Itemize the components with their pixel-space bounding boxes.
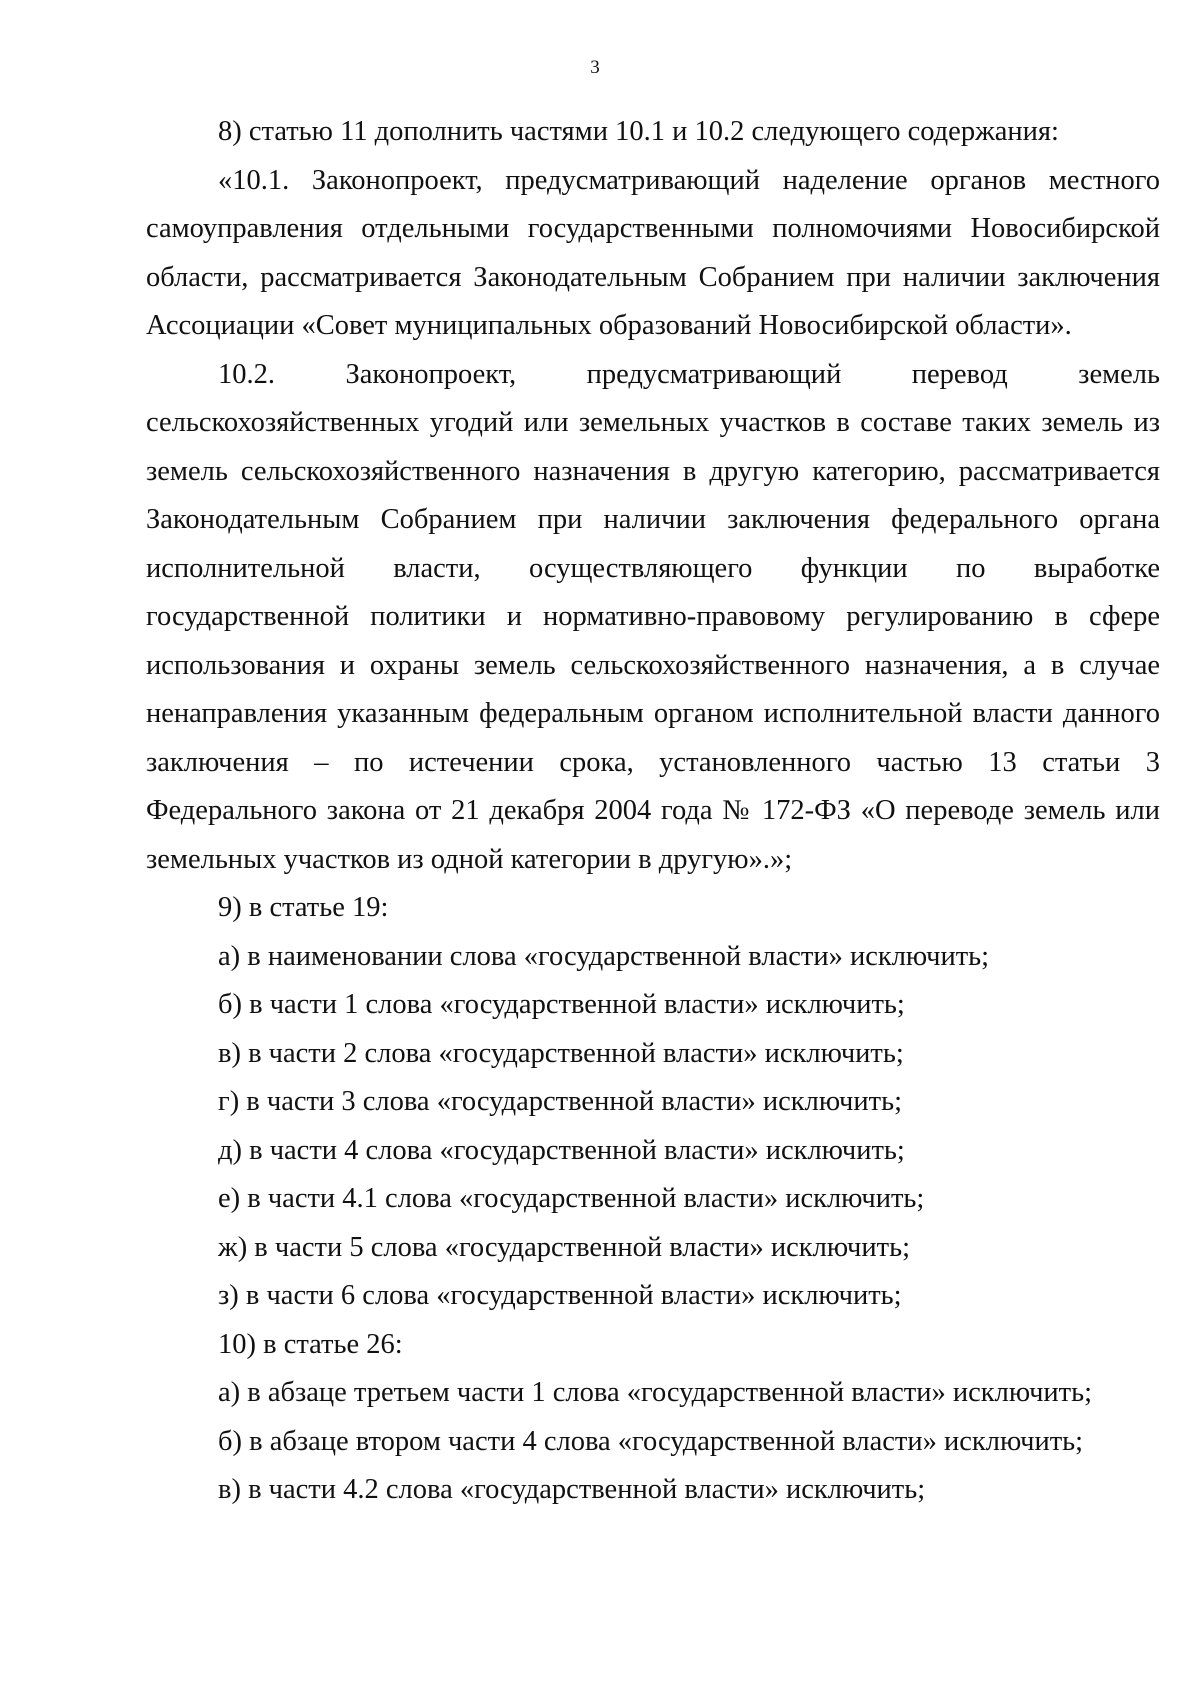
part-10-2-first-line: 10.2. Законопроект, предусматривающий перевод земель xyxy=(218,358,1160,390)
list-item: г) в части 3 слова «государственной власти» исключить; xyxy=(218,1086,903,1117)
list-item: в) в части 4.2 слова «государственной власти» исключить; xyxy=(218,1474,926,1505)
list-item: а) в наименовании слова «государственной власти» исключить; xyxy=(218,940,990,972)
amendment-9-heading: 9) в статье 19: xyxy=(218,892,389,923)
page-number: 3 xyxy=(590,57,600,78)
list-item: б) в абзаце втором части 4 слова «государственной власти» исключить; xyxy=(218,1425,1084,1457)
list-item: в) в части 2 слова «государственной власти» исключить; xyxy=(218,1037,904,1069)
list-item: д) в части 4 слова «государственной власти» исключить; xyxy=(218,1134,905,1166)
part-10-1-paragraph: «10.1. Законопроект, предусматривающий наделение органов местного самоуправления отдельными государственными полномочиями Новосибирской области, рассматривается Законодательным Собранием при наличии заключения Ассоциации «Совет муниципальных образований Новосибирской области». xyxy=(146,164,1160,341)
list-item: з) в части 6 слова «государственной власти» исключить; xyxy=(218,1280,902,1311)
list-item: б) в части 1 слова «государственной власти» исключить; xyxy=(218,989,905,1020)
list-item: а) в абзаце третьем части 1 слова «государственной власти» исключить; xyxy=(218,1377,1093,1408)
part-10-2-continuation: сельскохозяйственных угодий или земельных участков в составе таких земель из земель сельскохозяйственного назначения в другую категорию, рассматривается Законодательным Собранием при наличии заключения федерального органа исполнительной власти, осуществляющего функции по выработке государственной политики и нормативно-правовому регулированию в сфере использования и охраны земель сельскохозяйственного назначения, а в случае ненаправления указанным федеральным органом исполнительной власти данного заключения – по истечении срока, установленного частью 13 статьи 3 Федерального закона от 21 декабря 2004 года № 172-ФЗ «О переводе земель или земельных участков из одной категории в другую».»; xyxy=(146,407,1160,875)
list-item: е) в части 4.1 слова «государственной власти» исключить; xyxy=(218,1183,925,1214)
document-body xyxy=(146,108,1160,1515)
list-item: ж) в части 5 слова «государственной власти» исключить; xyxy=(218,1231,911,1263)
amendment-8-intro: 8) статью 11 дополнить частями 10.1 и 10.2 следующего содержания: xyxy=(218,116,1059,147)
amendment-10-heading: 10) в статье 26: xyxy=(218,1328,403,1360)
